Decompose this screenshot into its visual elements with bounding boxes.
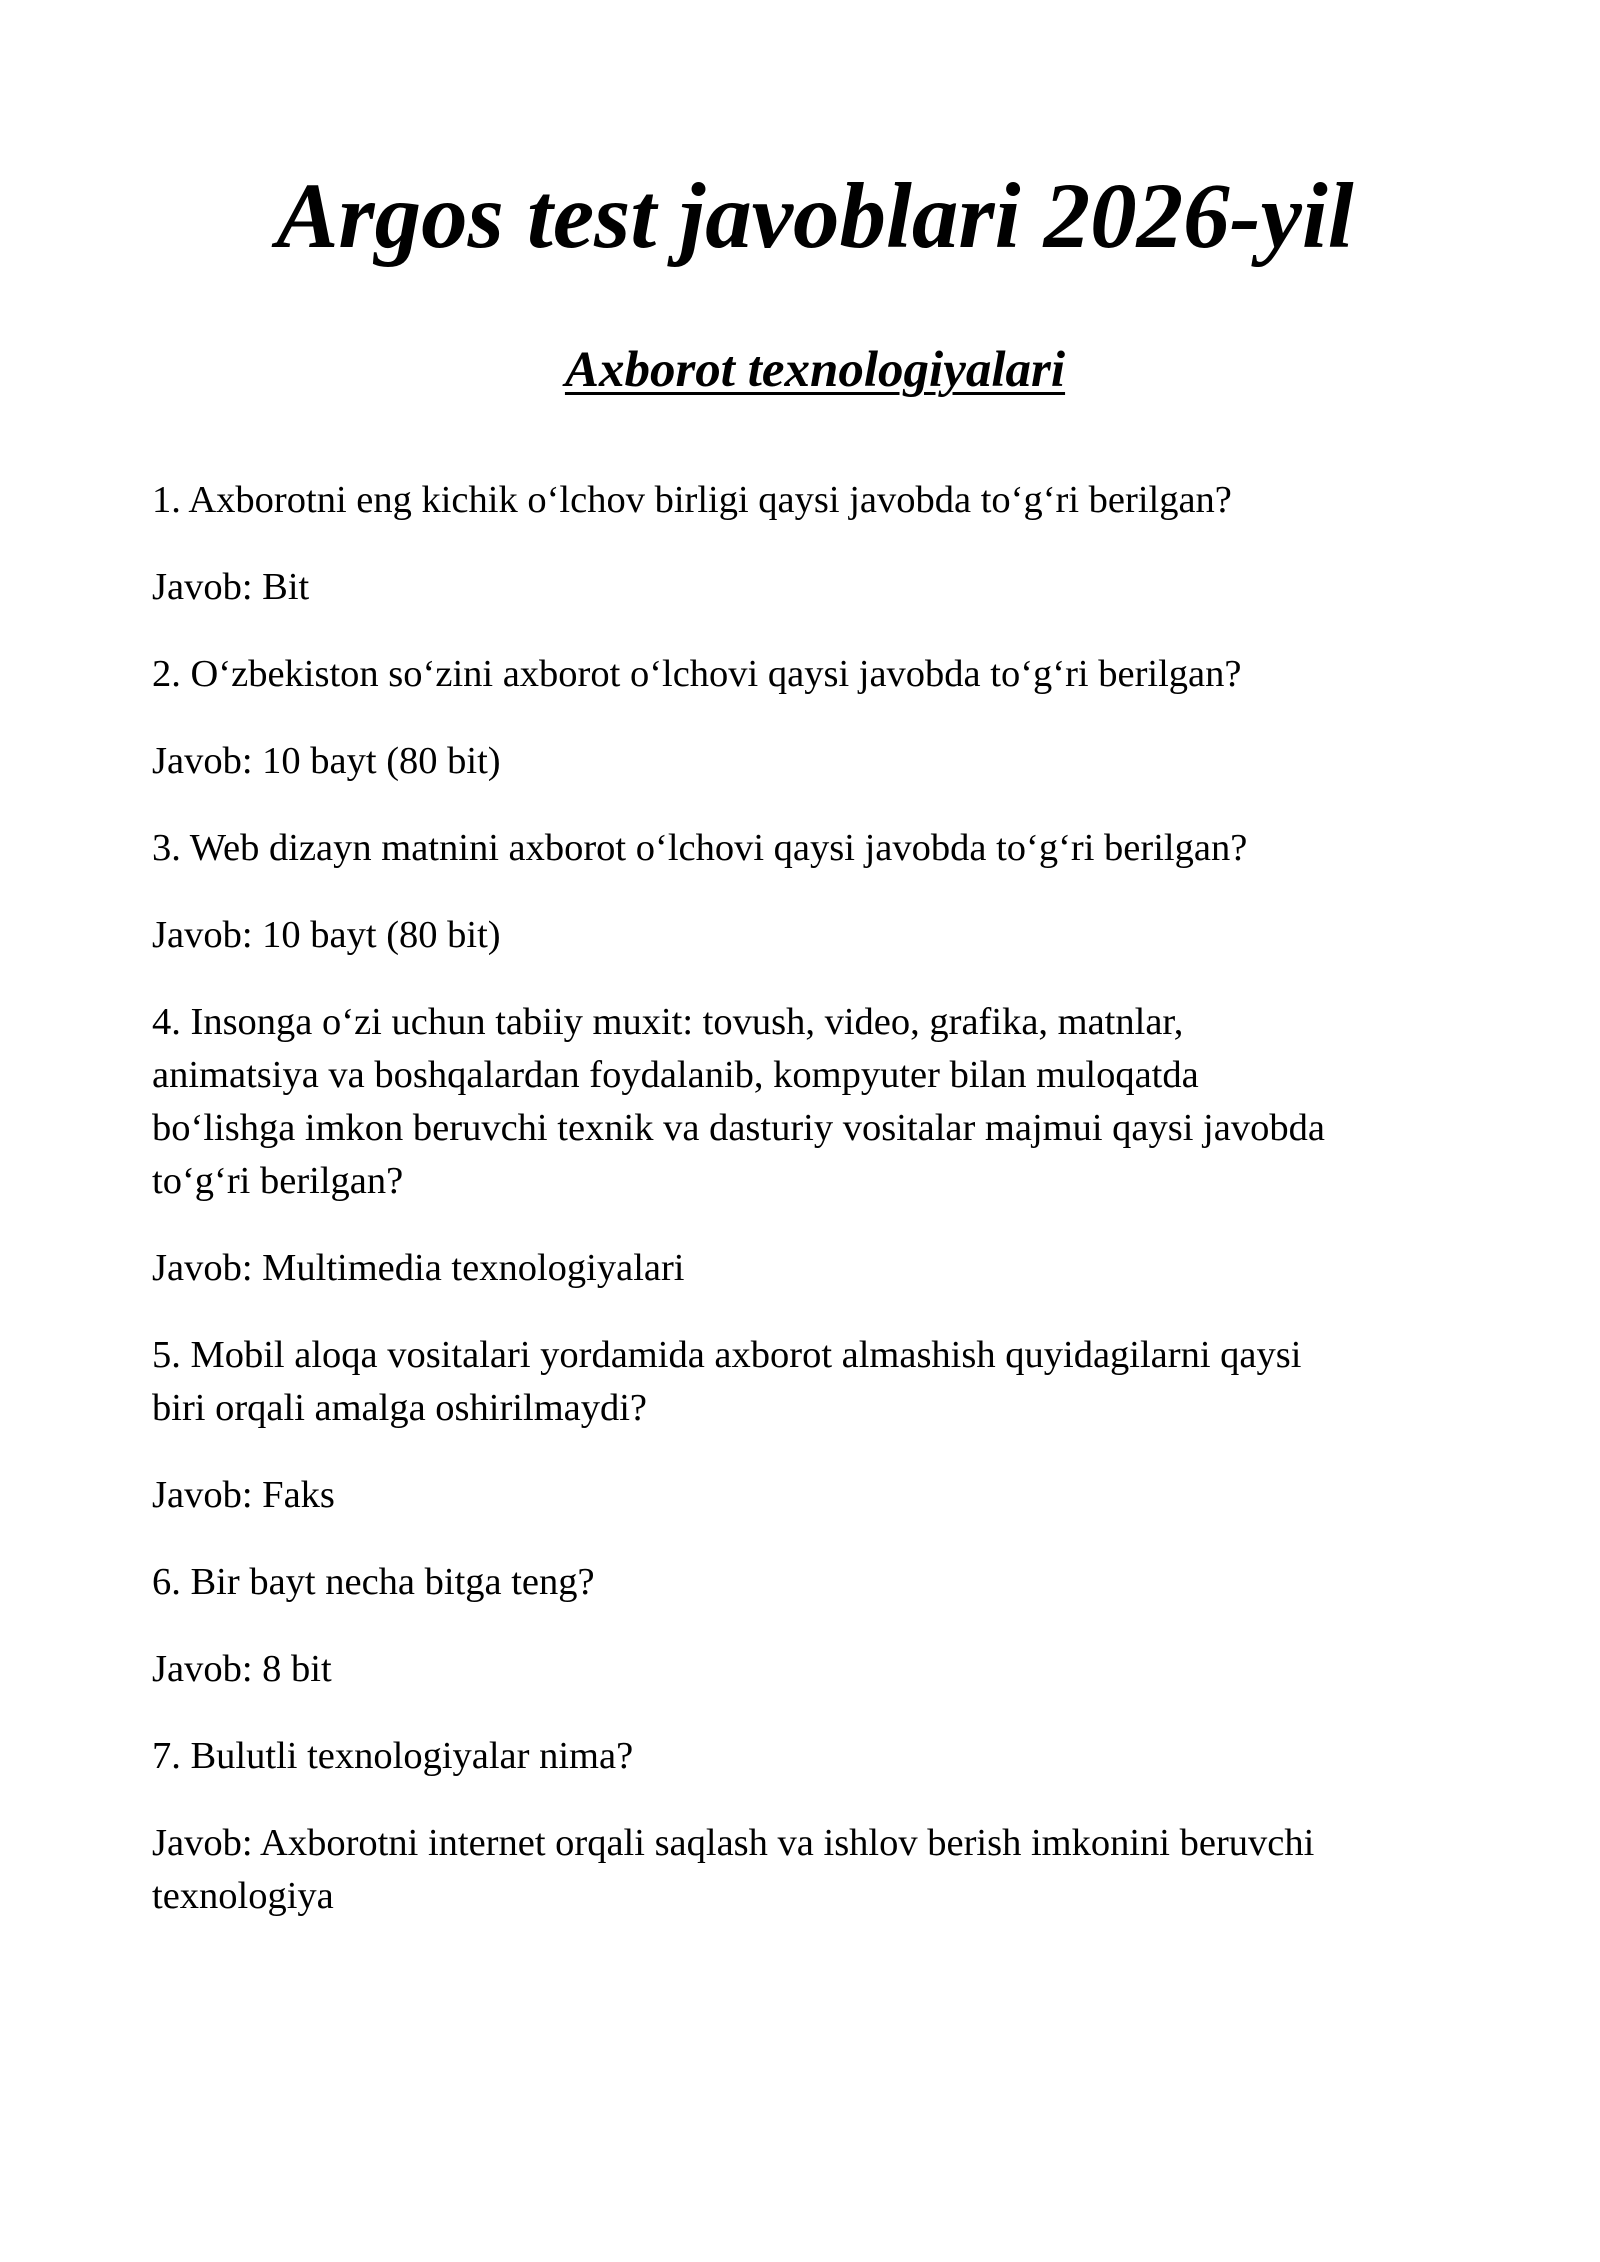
question-line: 4. Insonga o‘zi uchun tabiiy muxit: tovush, video, grafika, matnlar, (152, 1001, 1184, 1043)
question-line: to‘g‘ri berilgan? (152, 1160, 404, 1202)
answer-label: Javob: (152, 1247, 253, 1289)
answer-label: Javob: (152, 1474, 253, 1516)
answer-label: Javob: (152, 1648, 253, 1690)
question-4 (152, 996, 1482, 1208)
question-line: 6. Bir bayt necha bitga teng? (152, 1561, 595, 1603)
answer-text: 10 bayt (80 bit) (262, 914, 501, 956)
question-5 (152, 1329, 1482, 1435)
answer-3 (152, 909, 1482, 962)
answer-text: 10 bayt (80 bit) (262, 740, 501, 782)
question-line: 3. Web dizayn matnini axborot o‘lchovi qaysi javobda to‘g‘ri berilgan? (152, 827, 1248, 869)
question-2 (152, 648, 1482, 701)
answer-label: Javob: (152, 566, 253, 608)
question-1 (152, 474, 1482, 527)
answer-text: 8 bit (262, 1648, 332, 1690)
answer-text: Bit (262, 566, 310, 608)
answer-label: Javob: (152, 914, 253, 956)
question-line: 2. O‘zbekiston so‘zini axborot o‘lchovi qaysi javobda to‘g‘ri berilgan? (152, 653, 1242, 695)
question-line: bo‘lishga imkon beruvchi texnik va dasturiy vositalar majmui qaysi javobda (152, 1107, 1325, 1149)
question-line: biri orqali amalga oshirilmaydi? (152, 1387, 648, 1429)
answer-1 (152, 561, 1482, 614)
question-line: animatsiya va boshqalardan foydalanib, kompyuter bilan muloqatda (152, 1054, 1199, 1096)
document-title: Argos test javoblari 2026-yil (276, 165, 1354, 268)
question-line: 5. Mobil aloqa vositalari yordamida axborot almashish quyidagilarni qaysi (152, 1334, 1302, 1376)
question-6 (152, 1556, 1482, 1609)
answer-text: Multimedia texnologiyalari (262, 1247, 685, 1289)
answer-2 (152, 735, 1482, 788)
answer-4 (152, 1242, 1482, 1295)
answer-label: Javob: (152, 1822, 253, 1864)
answer-5 (152, 1469, 1482, 1522)
answer-6 (152, 1643, 1482, 1696)
question-7 (152, 1730, 1482, 1783)
question-3 (152, 822, 1482, 875)
answer-text: Faks (262, 1474, 335, 1516)
answer-text: Axborotni internet orqali saqlash va ishlov berish imkonini beruvchi (260, 1822, 1315, 1864)
answer-text: texnologiya (152, 1875, 334, 1917)
answer-7 (152, 1817, 1482, 1923)
document-subtitle: Axborot texnologiyalari (564, 342, 1066, 398)
question-line: 7. Bulutli texnologiyalar nima? (152, 1735, 634, 1777)
question-answer-list (152, 474, 1482, 1957)
answer-label: Javob: (152, 740, 253, 782)
question-line: 1. Axborotni eng kichik o‘lchov birligi qaysi javobda to‘g‘ri berilgan? (152, 479, 1232, 521)
